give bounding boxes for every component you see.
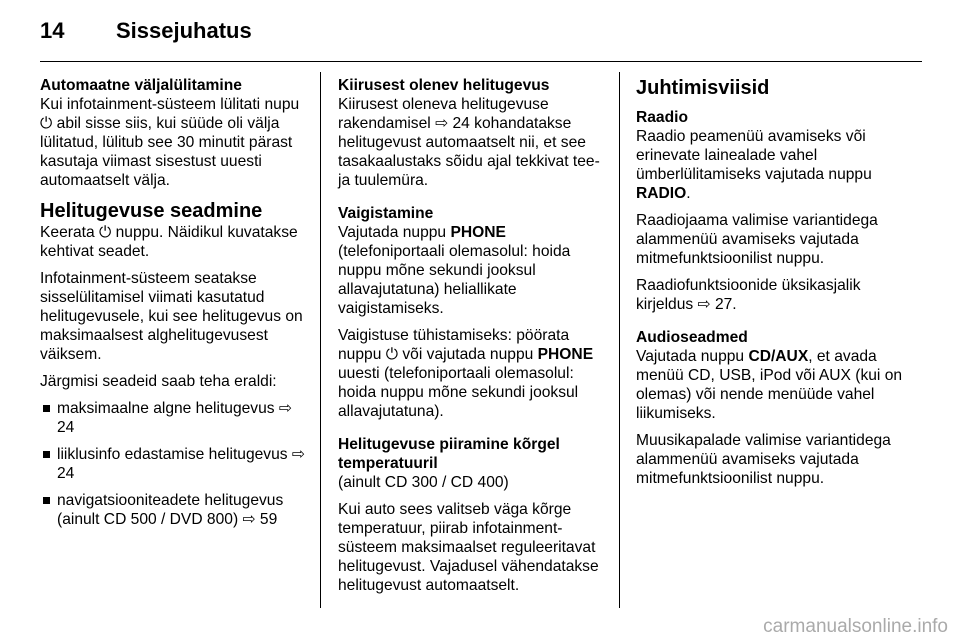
- page-reference-icon: ⇨: [242, 510, 256, 528]
- text: Raadio peamenüü avamiseks või erinevate lainealade vahel ümberlülitamiseks vajutada nuppu: [636, 128, 872, 183]
- page-reference-icon: ⇨: [435, 114, 449, 132]
- radio-button-label: RADIO: [636, 185, 687, 202]
- section-heading: Automaatne väljalülitamine: [40, 77, 242, 94]
- paragraph: Kui auto sees valitseb väga kõrge temperatuur, piirab infotainment-süsteem maksimaalset reguleeritavat helitugevust. Vajadusel vähendatakse helitugevust automaatselt.: [338, 501, 599, 594]
- page-reference: 59: [255, 511, 278, 528]
- page-reference-icon: ⇨: [697, 295, 711, 313]
- section-heading-large: Helitugevuse seadmine: [40, 200, 263, 222]
- page-reference: 24: [57, 419, 75, 436]
- section-heading: Kiirusest olenev helitugevus: [338, 77, 550, 94]
- text: Vaigistuse tühistamiseks: pöörata nuppu: [338, 327, 570, 363]
- list-item: [40, 491, 308, 529]
- column-divider: [320, 72, 321, 608]
- text: maksimaalne algne helitugevus: [57, 400, 279, 417]
- text: või vajutada nuppu: [398, 346, 538, 363]
- text: abil sisse siis, kui süüde oli välja lülitatud, lülitub see 30 minutit pärast kasutaja viimast sisestust uuesti automaatselt välja.: [40, 115, 293, 189]
- page-reference-icon: ⇨: [278, 399, 292, 417]
- page-header: [40, 18, 252, 44]
- text: uuesti (telefoniportaali olemasolul: hoida nuppu mõne sekundi jooksul allavajutatuna).: [338, 365, 579, 420]
- text: Raadiofunktsioonide üksikasjalik kirjeldus: [636, 277, 861, 313]
- section-heading: Helitugevuse piiramine kõrgel temperatuuril: [338, 436, 560, 472]
- list-item: [40, 399, 308, 437]
- page-title: Sissejuhatus: [116, 18, 252, 43]
- paragraph: [40, 223, 308, 261]
- paragraph: [636, 347, 916, 423]
- section-heading: Raadio: [636, 109, 688, 126]
- paragraph: Infotainment-süsteem seatakse sisselülitamisel viimati kasutatud helitugevusele, kui see helitugevus on maksimaalsest alghelitugevusest väiksem.: [40, 270, 303, 363]
- section-heading: Audioseadmed: [636, 329, 748, 346]
- page-reference-icon: ⇨: [291, 445, 305, 463]
- paragraph: Muusikapalade valimise variantidega alammenüü avamiseks vajutada mitmefunktsioonilist nuppu.: [636, 432, 891, 487]
- section-heading: Vaigistamine: [338, 205, 434, 222]
- paragraph: [338, 95, 606, 190]
- paragraph: Raadiojaama valimise variantidega alammenüü avamiseks vajutada mitmefunktsioonilist nuppu.: [636, 212, 878, 267]
- paragraph: [636, 276, 916, 314]
- paragraph: [338, 326, 606, 421]
- text: navigatsiooniteadete helitugevus (ainult CD 500 / DVD 800): [57, 492, 284, 528]
- column-divider: [619, 72, 620, 608]
- power-knob-icon: ⏻: [98, 223, 112, 241]
- settings-list: [40, 399, 308, 529]
- page-number: 14: [40, 18, 65, 43]
- text: Keerata: [40, 224, 99, 241]
- paragraph: [338, 223, 606, 318]
- text: nuppu. Näidikul kuvatakse kehtivat seadet.: [40, 224, 298, 260]
- text: .: [686, 185, 691, 202]
- paragraph: [40, 95, 308, 190]
- cd-aux-button-label: CD/AUX: [748, 348, 809, 365]
- list-item: [40, 445, 308, 483]
- column-1: [40, 76, 308, 537]
- column-3: [636, 76, 916, 496]
- text: (telefoniportaali olemasolul: hoida nuppu mõne sekundi jooksul allavajutatuna) heliallikate vaigistamiseks.: [338, 243, 571, 317]
- text: 24 kohandatakse helitugevust automaatselt nii, et see tasakaalustaks sõidu ajal tekkivat tee- ja tuulemüra.: [338, 115, 600, 189]
- text: 27.: [710, 296, 737, 313]
- phone-button-label: PHONE: [450, 224, 506, 241]
- text: Kui infotainment-süsteem lülitati nupu: [40, 96, 300, 113]
- text: liiklusinfo edastamise helitugevus: [57, 446, 292, 463]
- text: , et avada menüü CD, USB, iPod või AUX (kui on olemas) või nende menüüde vahel liikumiseks.: [636, 348, 903, 422]
- text: Vajutada nuppu: [636, 348, 749, 365]
- phone-button-label: PHONE: [537, 346, 594, 363]
- column-2: [338, 76, 606, 603]
- text: Vajutada nuppu: [338, 224, 451, 241]
- text: Kiirusest oleneva helitugevuse rakendamisel: [338, 96, 549, 132]
- paragraph: (ainult CD 300 / CD 400): [338, 474, 509, 491]
- paragraph: [636, 127, 916, 203]
- power-knob-icon: ⏻: [385, 345, 399, 363]
- watermark: carmanualsonline.info: [763, 616, 948, 637]
- power-knob-icon: ⏻: [40, 114, 53, 132]
- paragraph: Järgmisi seadeid saab teha eraldi:: [40, 373, 277, 390]
- page-reference: 24: [57, 465, 75, 482]
- header-rule: [40, 61, 922, 62]
- chapter-heading: Juhtimisviisid: [636, 77, 770, 99]
